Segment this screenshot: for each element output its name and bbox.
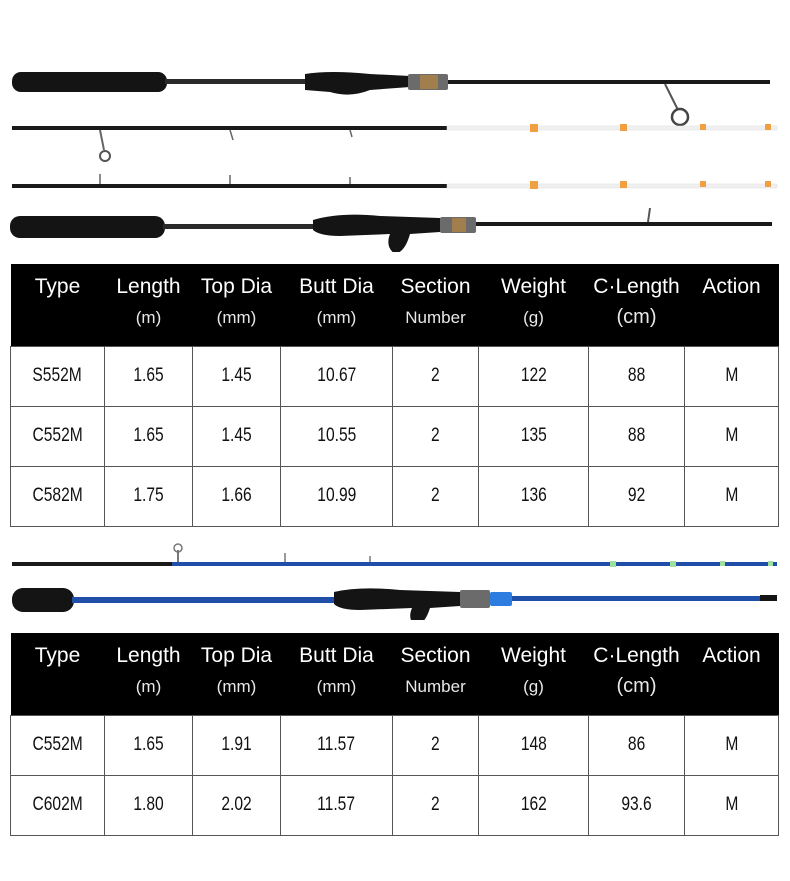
blue-rods-illustration: [0, 540, 790, 620]
cell-top-dia: 1.45: [193, 406, 281, 466]
cell-action: M: [685, 346, 779, 406]
orange-guide-wrap: [700, 124, 706, 130]
col-top-dia: Top Dia (mm): [193, 633, 281, 715]
guide-stem: [100, 130, 104, 150]
green-guide-wrap: [610, 561, 616, 567]
tip-blank-black: [12, 184, 447, 188]
green-guide-wrap: [768, 561, 773, 566]
cell-length: 1.65: [105, 715, 193, 775]
orange-guide-wrap: [765, 181, 771, 187]
rod-blank: [165, 79, 305, 84]
tip-blank-white: [447, 126, 777, 130]
orange-guide-wrap: [530, 124, 538, 132]
col-length: Length (m): [105, 633, 193, 715]
rod-blank-upper: [448, 80, 770, 84]
blue-tip-section: [12, 544, 777, 567]
cell-c-length: 88: [589, 406, 685, 466]
casting-rod: [10, 208, 772, 252]
spec-table-1: [10, 264, 779, 527]
guide-icon: [100, 151, 110, 161]
black-rods-svg: [0, 62, 790, 252]
col-type: Type: [11, 633, 105, 715]
cell-type: C552M: [11, 406, 105, 466]
cell-butt-dia: 10.55: [281, 406, 393, 466]
guide-stem: [648, 208, 650, 222]
col-c-length: C·Length (cm): [589, 633, 685, 715]
cell-length: 1.65: [105, 406, 193, 466]
rear-grip: [12, 72, 167, 92]
col-type: Type: [11, 264, 105, 346]
cell-c-length: 88: [589, 346, 685, 406]
tip-blank-blue: [172, 562, 777, 566]
cell-weight: 162: [479, 775, 589, 835]
rear-grip: [10, 216, 165, 238]
rod-blank-upper: [476, 222, 772, 226]
col-butt-dia: Butt Dia (mm): [281, 264, 393, 346]
guide-stem: [230, 130, 233, 140]
col-weight: Weight (g): [479, 633, 589, 715]
cell-top-dia: 1.66: [193, 466, 281, 526]
stripper-guide-icon: [672, 109, 688, 125]
orange-guide-wrap: [765, 124, 771, 130]
cell-type: S552M: [11, 346, 105, 406]
tip-blank-black: [12, 126, 447, 130]
reel-seat-ring: [452, 218, 466, 232]
reel-seat-nut: [460, 590, 490, 608]
table-row: [11, 775, 779, 835]
table-row: [11, 466, 779, 526]
tip-blank-black: [12, 562, 172, 566]
table-header-row: [11, 264, 779, 346]
cell-section: 2: [393, 775, 479, 835]
cell-top-dia: 1.91: [193, 715, 281, 775]
tip-blank-white: [447, 184, 777, 188]
spinning-rod: [12, 72, 770, 125]
tip-section-2: [12, 174, 777, 189]
cell-butt-dia: 10.99: [281, 466, 393, 526]
guide-stem: [665, 84, 678, 110]
table-row: [11, 715, 779, 775]
rear-grip: [12, 588, 74, 612]
table-header-row: [11, 633, 779, 715]
cell-weight: 122: [479, 346, 589, 406]
cell-length: 1.65: [105, 346, 193, 406]
col-action: Action: [685, 264, 779, 346]
blue-casting-rod: [12, 588, 777, 620]
cell-weight: 135: [479, 406, 589, 466]
cell-action: M: [685, 406, 779, 466]
col-section: Section Number: [393, 264, 479, 346]
cell-weight: 136: [479, 466, 589, 526]
tip-section-1: [12, 124, 777, 161]
trigger-reel-seat: [313, 215, 440, 252]
cell-action: M: [685, 715, 779, 775]
orange-guide-wrap: [700, 181, 706, 187]
col-action: Action: [685, 633, 779, 715]
cell-type: C602M: [11, 775, 105, 835]
reel-seat-ring: [490, 592, 512, 606]
reel-seat-grip: [305, 72, 410, 95]
green-guide-wrap: [720, 561, 725, 566]
green-guide-wrap: [670, 561, 676, 567]
rod-blank-blue: [72, 597, 334, 603]
cell-length: 1.75: [105, 466, 193, 526]
cell-c-length: 86: [589, 715, 685, 775]
col-top-dia: Top Dia (mm): [193, 264, 281, 346]
spec-table-2: [10, 633, 779, 836]
cell-action: M: [685, 775, 779, 835]
guide-stem: [350, 130, 352, 137]
col-butt-dia: Butt Dia (mm): [281, 633, 393, 715]
cell-section: 2: [393, 406, 479, 466]
cell-top-dia: 1.45: [193, 346, 281, 406]
cell-butt-dia: 11.57: [281, 715, 393, 775]
tip-end: [760, 595, 777, 601]
cell-butt-dia: 11.57: [281, 775, 393, 835]
cell-c-length: 92: [589, 466, 685, 526]
cell-type: C552M: [11, 715, 105, 775]
rod-blank-upper: [512, 596, 777, 601]
rod-blank: [163, 224, 313, 229]
col-c-length: C·Length (cm): [589, 264, 685, 346]
cell-butt-dia: 10.67: [281, 346, 393, 406]
table-row: [11, 346, 779, 406]
cell-action: M: [685, 466, 779, 526]
cell-c-length: 93.6: [589, 775, 685, 835]
cell-weight: 148: [479, 715, 589, 775]
cell-section: 2: [393, 466, 479, 526]
col-section: Section Number: [393, 633, 479, 715]
cell-length: 1.80: [105, 775, 193, 835]
blue-rods-svg: [0, 540, 790, 620]
orange-guide-wrap: [620, 181, 627, 188]
cell-top-dia: 2.02: [193, 775, 281, 835]
cell-section: 2: [393, 715, 479, 775]
cell-section: 2: [393, 346, 479, 406]
cell-type: C582M: [11, 466, 105, 526]
col-weight: Weight (g): [479, 264, 589, 346]
orange-guide-wrap: [530, 181, 538, 189]
col-length: Length (m): [105, 264, 193, 346]
reel-seat-ring: [420, 75, 438, 89]
table-row: [11, 406, 779, 466]
trigger-reel-seat: [334, 588, 460, 620]
orange-guide-wrap: [620, 124, 627, 131]
black-rods-illustration: [0, 62, 790, 252]
